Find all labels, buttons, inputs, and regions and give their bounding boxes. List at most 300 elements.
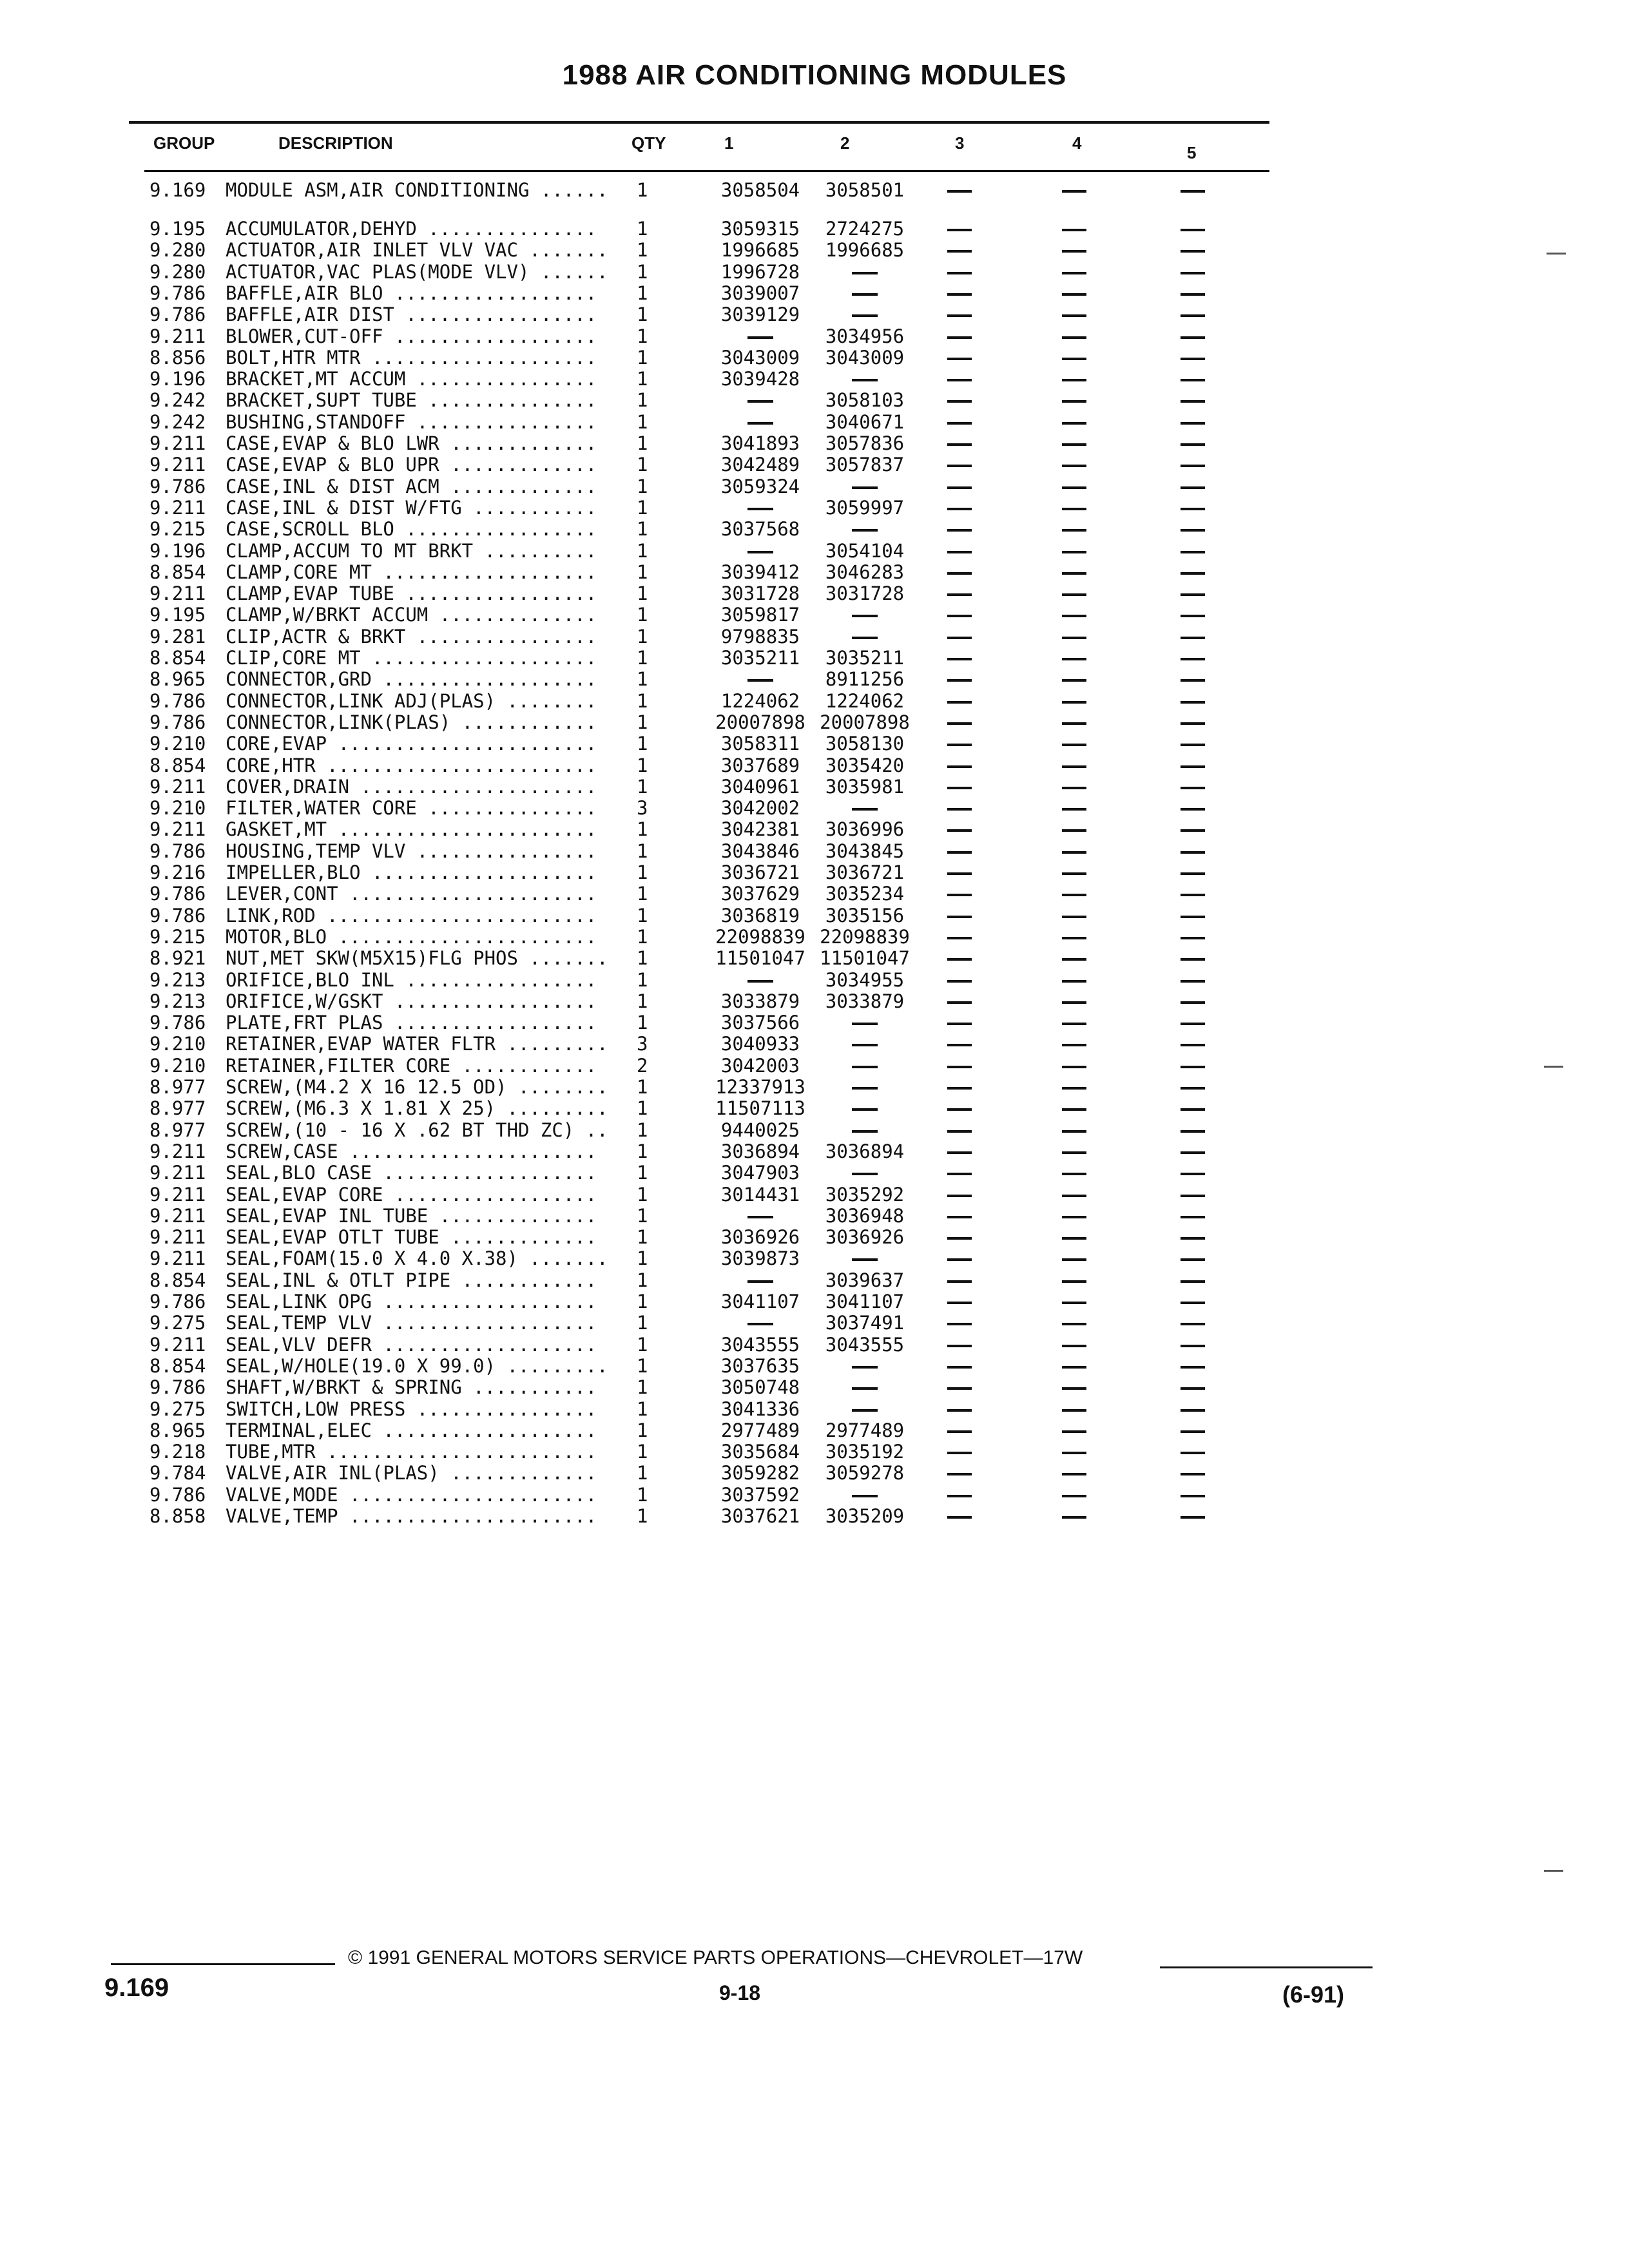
table-row xyxy=(0,1269,1629,1291)
dash-mark xyxy=(1062,1258,1086,1261)
table-row xyxy=(0,368,1629,390)
part-number-col5-cell xyxy=(1181,1419,1205,1441)
part-number-col1-cell xyxy=(709,540,812,562)
qty-cell: 3 xyxy=(637,797,648,820)
dash-mark xyxy=(1181,190,1205,193)
group-cell: 9.211 xyxy=(149,1140,206,1162)
qty-cell: 1 xyxy=(637,1376,648,1399)
part-number-col3-cell xyxy=(947,1398,972,1420)
part-number-col3-cell xyxy=(947,282,972,304)
group-cell: 9.786 xyxy=(149,475,206,497)
part-number-col5-cell xyxy=(1181,668,1205,690)
part-number-col2-cell xyxy=(813,518,916,540)
dash-mark xyxy=(947,1302,972,1304)
part-number-col4-cell xyxy=(1062,926,1086,948)
footer-page-number: 9-18 xyxy=(719,1981,761,2004)
part-number-col2-cell xyxy=(813,1247,916,1269)
part-number-col2-cell: 3039637 xyxy=(825,1269,905,1291)
dash-mark xyxy=(1062,637,1086,639)
group-cell: 8.856 xyxy=(149,346,206,369)
part-number-col4-cell xyxy=(1062,1226,1086,1248)
part-number-col3-cell xyxy=(947,818,972,840)
dash-mark xyxy=(852,808,878,811)
dash-mark xyxy=(1181,1430,1205,1433)
part-number-col2-cell: 20007898 xyxy=(820,711,910,733)
part-number-col5-cell xyxy=(1181,883,1205,905)
part-number-col4-cell xyxy=(1062,540,1086,562)
part-number-col3-cell xyxy=(947,325,972,347)
part-number-col5-cell xyxy=(1181,818,1205,840)
dash-mark xyxy=(947,937,972,939)
table-row xyxy=(0,1441,1629,1463)
part-number-col4-cell xyxy=(1062,969,1086,991)
table-row xyxy=(0,1184,1629,1206)
dash-mark xyxy=(1062,336,1086,339)
dash-mark xyxy=(1062,1001,1086,1004)
dash-mark xyxy=(1181,593,1205,596)
part-number-col4-cell xyxy=(1062,1055,1086,1077)
description-cell: FILTER,WATER CORE ............... xyxy=(226,797,608,820)
part-number-col4-cell xyxy=(1062,411,1086,433)
dash-mark xyxy=(947,679,972,682)
part-number-col3-cell xyxy=(947,347,972,369)
part-number-col3-cell xyxy=(947,1376,972,1398)
part-number-col3-cell xyxy=(947,1312,972,1334)
part-number-col2-cell: 3036926 xyxy=(825,1226,905,1249)
part-number-col4-cell xyxy=(1062,1205,1086,1227)
dash-mark xyxy=(1062,486,1086,489)
table-row xyxy=(0,582,1629,604)
dash-mark xyxy=(1181,465,1205,467)
dash-mark xyxy=(1062,679,1086,682)
part-number-col5-cell xyxy=(1181,497,1205,519)
description-cell: HOUSING,TEMP VLV ................ xyxy=(226,840,608,862)
dash-mark xyxy=(1181,851,1205,854)
dash-mark xyxy=(1062,1130,1086,1133)
group-cell: 8.854 xyxy=(149,1269,206,1291)
qty-cell: 1 xyxy=(637,218,648,240)
dash-mark xyxy=(1062,1216,1086,1218)
table-row xyxy=(0,1334,1629,1356)
dash-mark xyxy=(1181,422,1205,425)
part-number-col1-cell: 3033879 xyxy=(720,990,800,1012)
part-number-col1-cell: 12337913 xyxy=(715,1076,805,1098)
dash-mark xyxy=(1181,829,1205,832)
dash-mark xyxy=(947,551,972,553)
description-cell: SEAL,LINK OPG ................... xyxy=(226,1291,608,1312)
dash-mark xyxy=(947,400,972,403)
dash-mark xyxy=(1181,1151,1205,1154)
group-cell: 9.280 xyxy=(149,260,206,283)
group-cell: 9.786 xyxy=(149,840,206,862)
dash-mark xyxy=(852,486,878,489)
part-number-col3-cell xyxy=(947,1355,972,1377)
dash-mark xyxy=(852,1130,878,1133)
table-row xyxy=(0,347,1629,369)
part-number-col1-cell: 2977489 xyxy=(720,1419,800,1441)
part-number-col4-cell xyxy=(1062,518,1086,540)
dash-mark xyxy=(1181,1345,1205,1347)
dash-mark xyxy=(947,465,972,467)
col-header-4: 4 xyxy=(1072,133,1082,153)
part-number-col1-cell: 3040933 xyxy=(720,1033,800,1055)
part-number-col1-cell: 3059817 xyxy=(720,604,800,626)
part-number-col4-cell xyxy=(1062,1291,1086,1312)
table-row xyxy=(0,668,1629,690)
dash-mark xyxy=(947,379,972,381)
part-number-col5-cell xyxy=(1181,754,1205,776)
dash-mark xyxy=(1181,1366,1205,1369)
dash-mark xyxy=(1062,1302,1086,1304)
dash-mark xyxy=(1181,1302,1205,1304)
group-cell: 9.211 xyxy=(149,775,206,798)
part-number-col5-cell xyxy=(1181,1312,1205,1334)
part-number-col1-cell: 3058504 xyxy=(720,179,800,201)
table-row xyxy=(0,1312,1629,1334)
description-cell: GASKET,MT ....................... xyxy=(226,818,608,841)
table-row xyxy=(0,561,1629,583)
part-number-col5-cell xyxy=(1181,1291,1205,1312)
description-cell: CASE,INL & DIST W/FTG ........... xyxy=(226,496,608,519)
part-number-col3-cell xyxy=(947,668,972,690)
description-cell: CASE,INL & DIST ACM ............. xyxy=(226,475,608,497)
table-row xyxy=(0,476,1629,497)
description-cell: CLAMP,ACCUM TO MT BRKT .......... xyxy=(226,539,608,562)
footer-group-number: 9.169 xyxy=(104,1974,169,2002)
dash-mark xyxy=(1062,851,1086,854)
dash-mark xyxy=(1062,1151,1086,1154)
part-number-col2-cell: 3058501 xyxy=(825,179,905,201)
part-number-col1-cell xyxy=(709,668,812,690)
part-number-col4-cell xyxy=(1062,1505,1086,1527)
group-cell: 9.275 xyxy=(149,1312,206,1334)
dash-mark xyxy=(1062,1023,1086,1025)
part-number-col1-cell: 3036819 xyxy=(720,904,800,927)
part-number-col4-cell xyxy=(1062,497,1086,519)
description-cell: VALVE,MODE ...................... xyxy=(226,1483,608,1506)
dash-mark xyxy=(947,422,972,425)
qty-cell: 1 xyxy=(637,432,648,454)
dash-mark xyxy=(1181,980,1205,983)
part-number-col1-cell: 3039428 xyxy=(720,368,800,390)
table-row xyxy=(0,389,1629,411)
part-number-col4-cell xyxy=(1062,690,1086,712)
table-row xyxy=(0,1505,1629,1527)
dash-mark xyxy=(947,272,972,274)
dash-mark xyxy=(1181,1258,1205,1261)
dash-mark xyxy=(1181,358,1205,360)
group-cell: 9.213 xyxy=(149,990,206,1012)
dash-mark xyxy=(1181,658,1205,660)
col-header-description: DESCRIPTION xyxy=(278,133,393,153)
dash-mark xyxy=(1062,529,1086,532)
dash-mark xyxy=(1181,229,1205,231)
group-cell: 9.786 xyxy=(149,1483,206,1506)
group-cell: 9.211 xyxy=(149,818,206,841)
part-number-col5-cell xyxy=(1181,861,1205,883)
table-row xyxy=(0,797,1629,819)
dash-mark xyxy=(947,486,972,489)
part-number-col4-cell xyxy=(1062,626,1086,648)
part-number-col1-cell xyxy=(709,325,812,347)
dash-mark xyxy=(1181,1023,1205,1025)
part-number-col5-cell xyxy=(1181,1012,1205,1033)
group-cell: 8.854 xyxy=(149,647,206,669)
group-cell: 8.977 xyxy=(149,1076,206,1098)
description-cell: BRACKET,SUPT TUBE ............... xyxy=(226,389,608,412)
part-number-col1-cell xyxy=(709,1269,812,1291)
table-row xyxy=(0,604,1629,626)
part-number-col2-cell xyxy=(813,476,916,497)
footer-copyright: © 1991 GENERAL MOTORS SERVICE PARTS OPERATIONS—CHEVROLET—17W xyxy=(348,1947,1083,1968)
qty-cell: 1 xyxy=(637,454,648,476)
description-cell: SEAL,FOAM(15.0 X 4.0 X.38) ....... xyxy=(226,1247,620,1270)
part-number-col1-cell: 3059282 xyxy=(720,1462,800,1485)
part-number-col4-cell xyxy=(1062,733,1086,754)
dash-mark xyxy=(947,1108,972,1111)
part-number-col4-cell xyxy=(1062,368,1086,390)
part-number-col3-cell xyxy=(947,389,972,411)
part-number-col4-cell xyxy=(1062,711,1086,733)
dash-mark xyxy=(1062,894,1086,896)
part-number-col2-cell: 3035981 xyxy=(825,775,905,798)
part-number-col3-cell xyxy=(947,990,972,1012)
part-number-col5-cell xyxy=(1181,411,1205,433)
part-number-col5-cell xyxy=(1181,969,1205,991)
dash-mark xyxy=(1062,872,1086,875)
part-number-col4-cell xyxy=(1062,1376,1086,1398)
part-number-col4-cell xyxy=(1062,1334,1086,1356)
dash-mark xyxy=(1181,916,1205,918)
group-cell: 9.786 xyxy=(149,883,206,905)
group-cell: 9.786 xyxy=(149,711,206,733)
dash-mark xyxy=(947,508,972,510)
part-number-col4-cell xyxy=(1062,604,1086,626)
dash-mark xyxy=(1062,1387,1086,1390)
dash-mark xyxy=(1062,1452,1086,1454)
part-number-col3-cell xyxy=(947,1205,972,1227)
part-number-col5-cell xyxy=(1181,947,1205,969)
dash-mark xyxy=(947,1430,972,1433)
dash-mark xyxy=(947,1409,972,1412)
qty-cell: 1 xyxy=(637,496,648,519)
part-number-col1-cell: 3037629 xyxy=(720,883,800,905)
part-number-col3-cell xyxy=(947,1184,972,1206)
dash-mark xyxy=(1062,293,1086,296)
part-number-col4-cell xyxy=(1062,432,1086,454)
part-number-col2-cell: 3043009 xyxy=(825,346,905,369)
group-cell: 9.786 xyxy=(149,904,206,927)
table-row xyxy=(0,518,1629,540)
dash-mark xyxy=(947,615,972,617)
dash-mark xyxy=(852,1366,878,1369)
part-number-col5-cell xyxy=(1181,1441,1205,1463)
dash-mark xyxy=(852,293,878,296)
group-cell: 9.211 xyxy=(149,582,206,605)
part-number-col4-cell xyxy=(1062,905,1086,927)
part-number-col3-cell xyxy=(947,969,972,991)
dash-mark xyxy=(1181,443,1205,446)
part-number-col5-cell xyxy=(1181,1376,1205,1398)
table-row xyxy=(0,282,1629,304)
dash-mark xyxy=(947,1173,972,1175)
dash-mark xyxy=(1062,722,1086,725)
part-number-col3-cell xyxy=(947,1484,972,1506)
part-number-col2-cell: 2977489 xyxy=(825,1419,905,1441)
dash-mark xyxy=(947,980,972,983)
part-number-col3-cell xyxy=(947,883,972,905)
part-number-col5-cell xyxy=(1181,1398,1205,1420)
table-row xyxy=(0,926,1629,948)
dash-mark xyxy=(1062,744,1086,746)
dash-mark xyxy=(852,1173,878,1175)
dash-mark xyxy=(947,593,972,596)
description-cell: CASE,SCROLL BLO ................. xyxy=(226,518,608,541)
part-number-col3-cell xyxy=(947,905,972,927)
qty-cell: 1 xyxy=(637,1183,648,1206)
part-number-col1-cell: 3040961 xyxy=(720,775,800,798)
part-number-col3-cell xyxy=(947,733,972,754)
dash-mark xyxy=(1062,1173,1086,1175)
qty-cell: 1 xyxy=(637,582,648,605)
qty-cell: 1 xyxy=(637,179,648,201)
part-number-col4-cell xyxy=(1062,218,1086,240)
dash-mark xyxy=(852,529,878,532)
group-cell: 9.195 xyxy=(149,604,206,626)
part-number-col2-cell: 3036948 xyxy=(825,1204,905,1227)
part-number-col2-cell: 3041107 xyxy=(825,1291,905,1312)
dash-mark xyxy=(947,1001,972,1004)
part-number-col2-cell xyxy=(813,282,916,304)
dash-mark xyxy=(1062,1516,1086,1519)
dash-mark xyxy=(947,744,972,746)
qty-cell: 1 xyxy=(637,410,648,433)
dash-mark xyxy=(1181,1473,1205,1475)
description-cell: CLAMP,EVAP TUBE ................. xyxy=(226,582,608,605)
dash-mark xyxy=(1181,1001,1205,1004)
dash-mark xyxy=(1181,508,1205,510)
table-row xyxy=(0,1226,1629,1248)
qty-cell: 1 xyxy=(637,604,648,626)
dash-mark xyxy=(947,1387,972,1390)
dash-mark xyxy=(1181,894,1205,896)
dash-mark xyxy=(852,1066,878,1068)
part-number-col5-cell xyxy=(1181,1033,1205,1055)
qty-cell: 1 xyxy=(637,1354,648,1377)
part-number-col2-cell xyxy=(813,1097,916,1119)
description-cell: LINK,ROD ........................ xyxy=(226,904,608,927)
dash-mark xyxy=(1062,1495,1086,1497)
part-number-col1-cell: 3042489 xyxy=(720,454,800,476)
part-number-col4-cell xyxy=(1062,1462,1086,1484)
group-cell: 8.921 xyxy=(149,947,206,970)
part-number-col3-cell xyxy=(947,1226,972,1248)
description-cell: BUSHING,STANDOFF ................ xyxy=(226,410,608,433)
group-cell: 9.215 xyxy=(149,925,206,948)
part-number-col3-cell xyxy=(947,261,972,283)
part-number-col1-cell: 3047903 xyxy=(720,1162,800,1184)
dash-mark xyxy=(1181,1409,1205,1412)
part-number-col3-cell xyxy=(947,218,972,240)
dash-mark xyxy=(947,1258,972,1261)
qty-cell: 1 xyxy=(637,1291,648,1312)
part-number-col2-cell xyxy=(813,261,916,283)
qty-cell: 1 xyxy=(637,1419,648,1441)
dash-mark xyxy=(1181,314,1205,317)
qty-cell: 1 xyxy=(637,1333,648,1356)
group-cell: 9.275 xyxy=(149,1398,206,1420)
table-row xyxy=(0,1076,1629,1098)
part-number-col1-cell: 11507113 xyxy=(715,1097,805,1120)
table-row xyxy=(0,497,1629,519)
part-number-col2-cell: 3059278 xyxy=(825,1462,905,1485)
part-number-col5-cell xyxy=(1181,261,1205,283)
group-cell: 9.211 xyxy=(149,1162,206,1184)
table-row xyxy=(0,690,1629,712)
dash-mark xyxy=(947,658,972,660)
dash-mark xyxy=(947,872,972,875)
part-number-col4-cell xyxy=(1062,582,1086,604)
group-cell: 9.216 xyxy=(149,861,206,883)
part-number-col2-cell: 3035209 xyxy=(825,1505,905,1527)
part-number-col5-cell xyxy=(1181,561,1205,583)
dash-mark xyxy=(947,722,972,725)
table-row xyxy=(0,1055,1629,1077)
part-number-col1-cell: 9798835 xyxy=(720,625,800,648)
description-cell: BLOWER,CUT-OFF .................. xyxy=(226,325,608,347)
dash-mark xyxy=(1062,1430,1086,1433)
part-number-col1-cell: 3042381 xyxy=(720,818,800,841)
dash-mark xyxy=(1181,1108,1205,1111)
description-cell: SEAL,EVAP INL TUBE .............. xyxy=(226,1204,608,1227)
dash-mark xyxy=(852,1258,878,1261)
dash-mark xyxy=(1181,765,1205,768)
table-row xyxy=(0,1140,1629,1162)
dash-mark xyxy=(747,1280,773,1283)
part-number-col5-cell xyxy=(1181,776,1205,798)
dash-mark xyxy=(947,1366,972,1369)
part-number-col3-cell xyxy=(947,947,972,969)
group-cell: 9.211 xyxy=(149,432,206,454)
dash-mark xyxy=(1181,572,1205,575)
dash-mark xyxy=(947,1087,972,1090)
part-number-col4-cell xyxy=(1062,389,1086,411)
table-row xyxy=(0,1462,1629,1484)
description-cell: COVER,DRAIN ..................... xyxy=(226,775,608,798)
dash-mark xyxy=(947,1345,972,1347)
table-row xyxy=(0,776,1629,798)
dash-mark xyxy=(947,701,972,704)
part-number-col4-cell xyxy=(1062,1097,1086,1119)
group-cell: 9.218 xyxy=(149,1441,206,1463)
qty-cell: 1 xyxy=(637,260,648,283)
dash-mark xyxy=(1181,1280,1205,1283)
dash-mark xyxy=(947,1195,972,1197)
description-cell: SEAL,INL & OTLT PIPE ............ xyxy=(226,1269,608,1291)
qty-cell: 1 xyxy=(637,561,648,583)
part-number-col5-cell xyxy=(1181,540,1205,562)
part-number-col1-cell: 11501047 xyxy=(715,947,805,970)
group-cell: 9.786 xyxy=(149,1012,206,1034)
part-number-col3-cell xyxy=(947,797,972,819)
description-cell: SEAL,EVAP OTLT TUBE ............. xyxy=(226,1226,608,1249)
part-number-col4-cell xyxy=(1062,776,1086,798)
part-number-col3-cell xyxy=(947,1441,972,1463)
part-number-col1-cell: 22098839 xyxy=(715,925,805,948)
part-number-col1-cell xyxy=(709,389,812,411)
table-row xyxy=(0,540,1629,562)
part-number-col1-cell: 3031728 xyxy=(720,582,800,605)
